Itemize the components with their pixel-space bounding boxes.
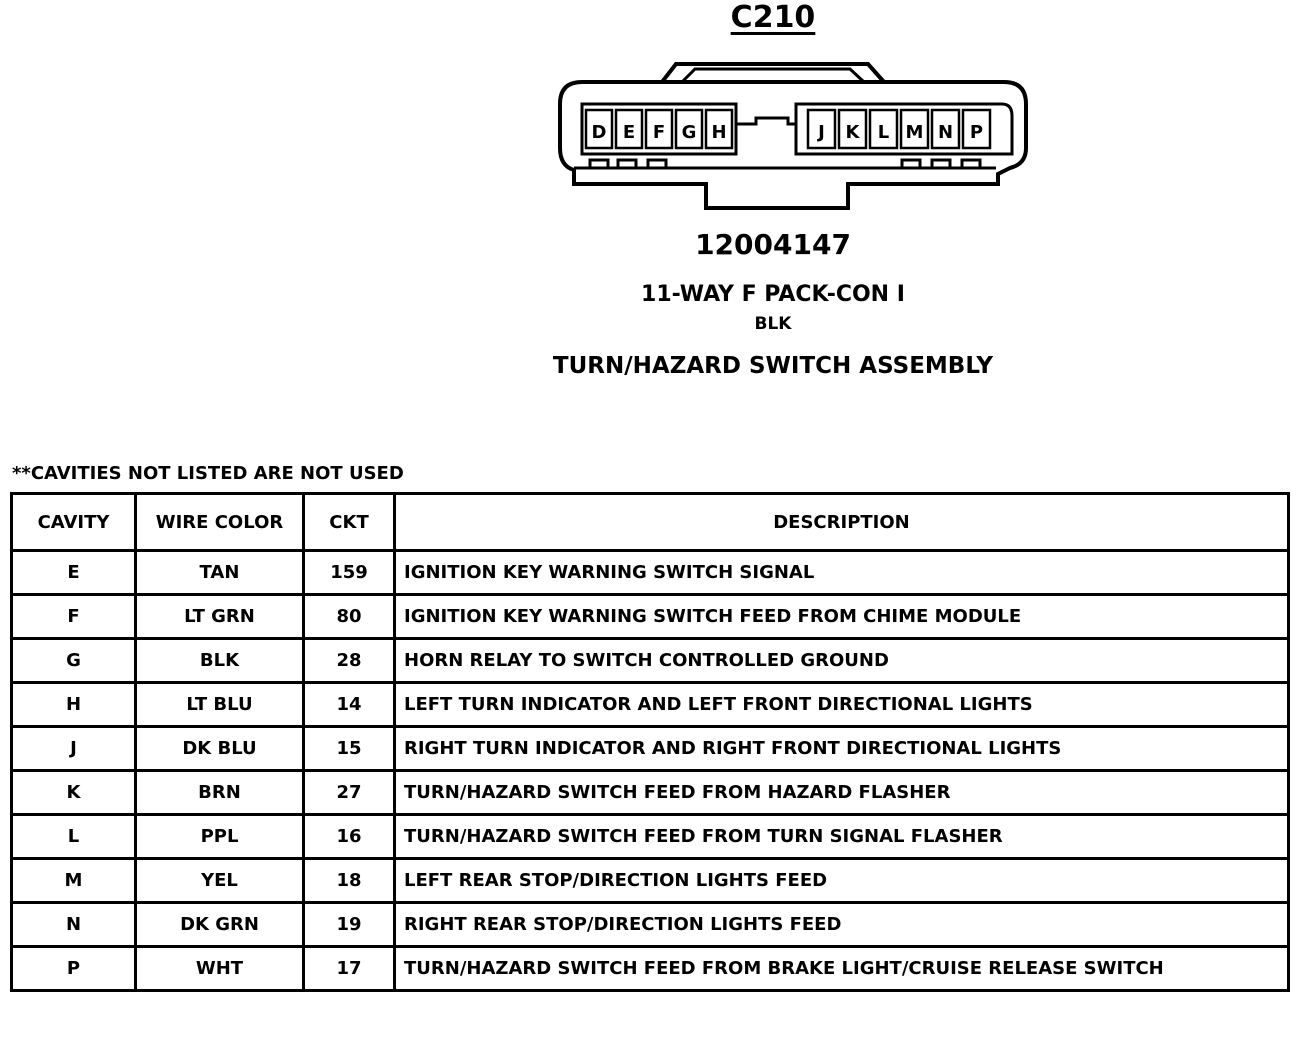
cell-ckt: 19 bbox=[304, 903, 395, 947]
cavities-right bbox=[808, 110, 990, 148]
cell-wire-color: BRN bbox=[136, 771, 304, 815]
cell-description: LEFT TURN INDICATOR AND LEFT FRONT DIRECTIONAL LIGHTS bbox=[395, 683, 1289, 727]
connector-id: C210 bbox=[730, 0, 816, 35]
header-wire-color: WIRE COLOR bbox=[136, 494, 304, 551]
cavity-label: E bbox=[622, 122, 636, 143]
cell-wire-color: WHT bbox=[136, 947, 304, 991]
cell-description: IGNITION KEY WARNING SWITCH FEED FROM CHIME MODULE bbox=[395, 595, 1289, 639]
cell-ckt: 16 bbox=[304, 815, 395, 859]
cell-ckt: 80 bbox=[304, 595, 395, 639]
part-number: 12004147 bbox=[695, 228, 851, 261]
table-header-row bbox=[12, 494, 1289, 551]
cavity-label: F bbox=[652, 122, 666, 143]
cell-cavity: F bbox=[12, 595, 136, 639]
cell-ckt: 159 bbox=[304, 551, 395, 595]
cell-cavity: E bbox=[12, 551, 136, 595]
component-name: TURN/HAZARD SWITCH ASSEMBLY bbox=[552, 353, 994, 379]
header-cavity: CAVITY bbox=[12, 494, 136, 551]
cavity-label: J bbox=[818, 122, 825, 143]
cavity-label: L bbox=[877, 122, 890, 143]
cell-wire-color: TAN bbox=[136, 551, 304, 595]
cavity-label: P bbox=[969, 122, 984, 143]
cavity-label: K bbox=[845, 122, 860, 143]
cell-ckt: 28 bbox=[304, 639, 395, 683]
table-row bbox=[12, 903, 1289, 947]
table-row bbox=[12, 595, 1289, 639]
cell-wire-color: LT BLU bbox=[136, 683, 304, 727]
table-row bbox=[12, 551, 1289, 595]
table-row bbox=[12, 639, 1289, 683]
table-row bbox=[12, 947, 1289, 991]
cell-wire-color: DK BLU bbox=[136, 727, 304, 771]
cell-description: RIGHT REAR STOP/DIRECTION LIGHTS FEED bbox=[395, 903, 1289, 947]
cell-description: LEFT REAR STOP/DIRECTION LIGHTS FEED bbox=[395, 859, 1289, 903]
cell-cavity: P bbox=[12, 947, 136, 991]
cell-cavity: G bbox=[12, 639, 136, 683]
unused-cavities-note: **CAVITIES NOT LISTED ARE NOT USED bbox=[12, 463, 404, 484]
cell-wire-color: YEL bbox=[136, 859, 304, 903]
cavity-label: M bbox=[905, 122, 924, 143]
table-row bbox=[12, 683, 1289, 727]
cell-cavity: N bbox=[12, 903, 136, 947]
cavity-table bbox=[10, 492, 1290, 992]
cavities-left bbox=[586, 110, 732, 148]
cell-description: TURN/HAZARD SWITCH FEED FROM HAZARD FLASHER bbox=[395, 771, 1289, 815]
cell-cavity: M bbox=[12, 859, 136, 903]
cell-description: TURN/HAZARD SWITCH FEED FROM BRAKE LIGHT/CRUISE RELEASE SWITCH bbox=[395, 947, 1289, 991]
cell-cavity: H bbox=[12, 683, 136, 727]
cell-ckt: 14 bbox=[304, 683, 395, 727]
cavity-label: N bbox=[937, 122, 954, 143]
cavity-label: G bbox=[681, 122, 697, 143]
cell-ckt: 18 bbox=[304, 859, 395, 903]
connector-diagram bbox=[550, 52, 1034, 212]
cell-wire-color: PPL bbox=[136, 815, 304, 859]
table-row bbox=[12, 771, 1289, 815]
cell-cavity: K bbox=[12, 771, 136, 815]
cell-description: IGNITION KEY WARNING SWITCH SIGNAL bbox=[395, 551, 1289, 595]
cavity-label: D bbox=[591, 122, 607, 143]
cell-ckt: 17 bbox=[304, 947, 395, 991]
table-row bbox=[12, 727, 1289, 771]
cell-cavity: L bbox=[12, 815, 136, 859]
header-ckt: CKT bbox=[304, 494, 395, 551]
table-row bbox=[12, 859, 1289, 903]
cell-description: TURN/HAZARD SWITCH FEED FROM TURN SIGNAL FLASHER bbox=[395, 815, 1289, 859]
header-description: DESCRIPTION bbox=[395, 494, 1289, 551]
connector-type: 11-WAY F PACK-CON I bbox=[641, 282, 905, 307]
cavity-label: H bbox=[711, 122, 727, 143]
cell-cavity: J bbox=[12, 727, 136, 771]
cell-ckt: 27 bbox=[304, 771, 395, 815]
cell-wire-color: LT GRN bbox=[136, 595, 304, 639]
cell-ckt: 15 bbox=[304, 727, 395, 771]
cell-description: RIGHT TURN INDICATOR AND RIGHT FRONT DIRECTIONAL LIGHTS bbox=[395, 727, 1289, 771]
cell-description: HORN RELAY TO SWITCH CONTROLLED GROUND bbox=[395, 639, 1289, 683]
connector-color: BLK bbox=[754, 314, 792, 334]
table-row bbox=[12, 815, 1289, 859]
cell-wire-color: DK GRN bbox=[136, 903, 304, 947]
cell-wire-color: BLK bbox=[136, 639, 304, 683]
